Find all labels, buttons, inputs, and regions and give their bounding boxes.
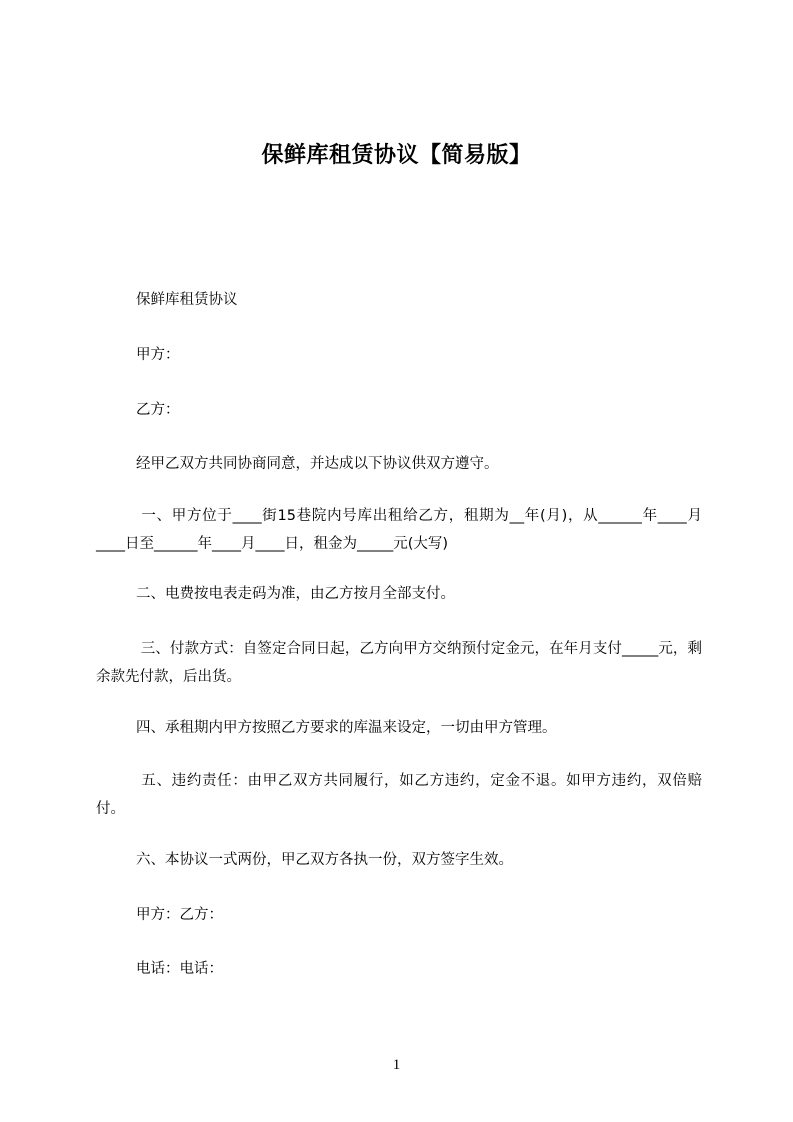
paragraph-intro: 经甲乙双方共同协商同意，并达成以下协议供双方遵守。 [136, 456, 499, 472]
paragraph-clause-2: 二、电费按电表走码为准，由乙方按月全部支付。 [136, 586, 455, 602]
paragraph-party-a: 甲方： [136, 347, 180, 363]
document-title: 保鲜库租赁协议【简易版】 [261, 143, 532, 168]
page-number: 1 [392, 1057, 401, 1073]
paragraph-clause-6: 六、本协议一式两份，甲乙双方各执一份，双方签字生效。 [136, 852, 513, 868]
paragraph-clause-5: 五、违约责任：由甲乙双方共同履行，如乙方违约，定金不退。如甲方违约，双倍赔付。 [96, 773, 703, 817]
paragraph-clause-3: 三、付款方式：自签定合同日起，乙方向甲方交纳预付定金元，在年月支付_____元，剩余款先付款，后出货。 [96, 641, 703, 685]
paragraph-clause-1: 一、甲方位于____街15巷院内号库出租给乙方，租期为__年(月)，从______年____月____日至______年____月____日，租金为_____元(大写) [96, 508, 703, 552]
paragraph-signatures: 甲方：乙方： [136, 907, 223, 923]
paragraph-party-b: 乙方： [136, 402, 180, 418]
paragraph-heading: 保鲜库租赁协议 [136, 292, 238, 308]
paragraph-clause-4: 四、承租期内甲方按照乙方要求的库温来设定，一切由甲方管理。 [136, 720, 557, 736]
paragraph-phones: 电话：电话： [136, 961, 223, 977]
